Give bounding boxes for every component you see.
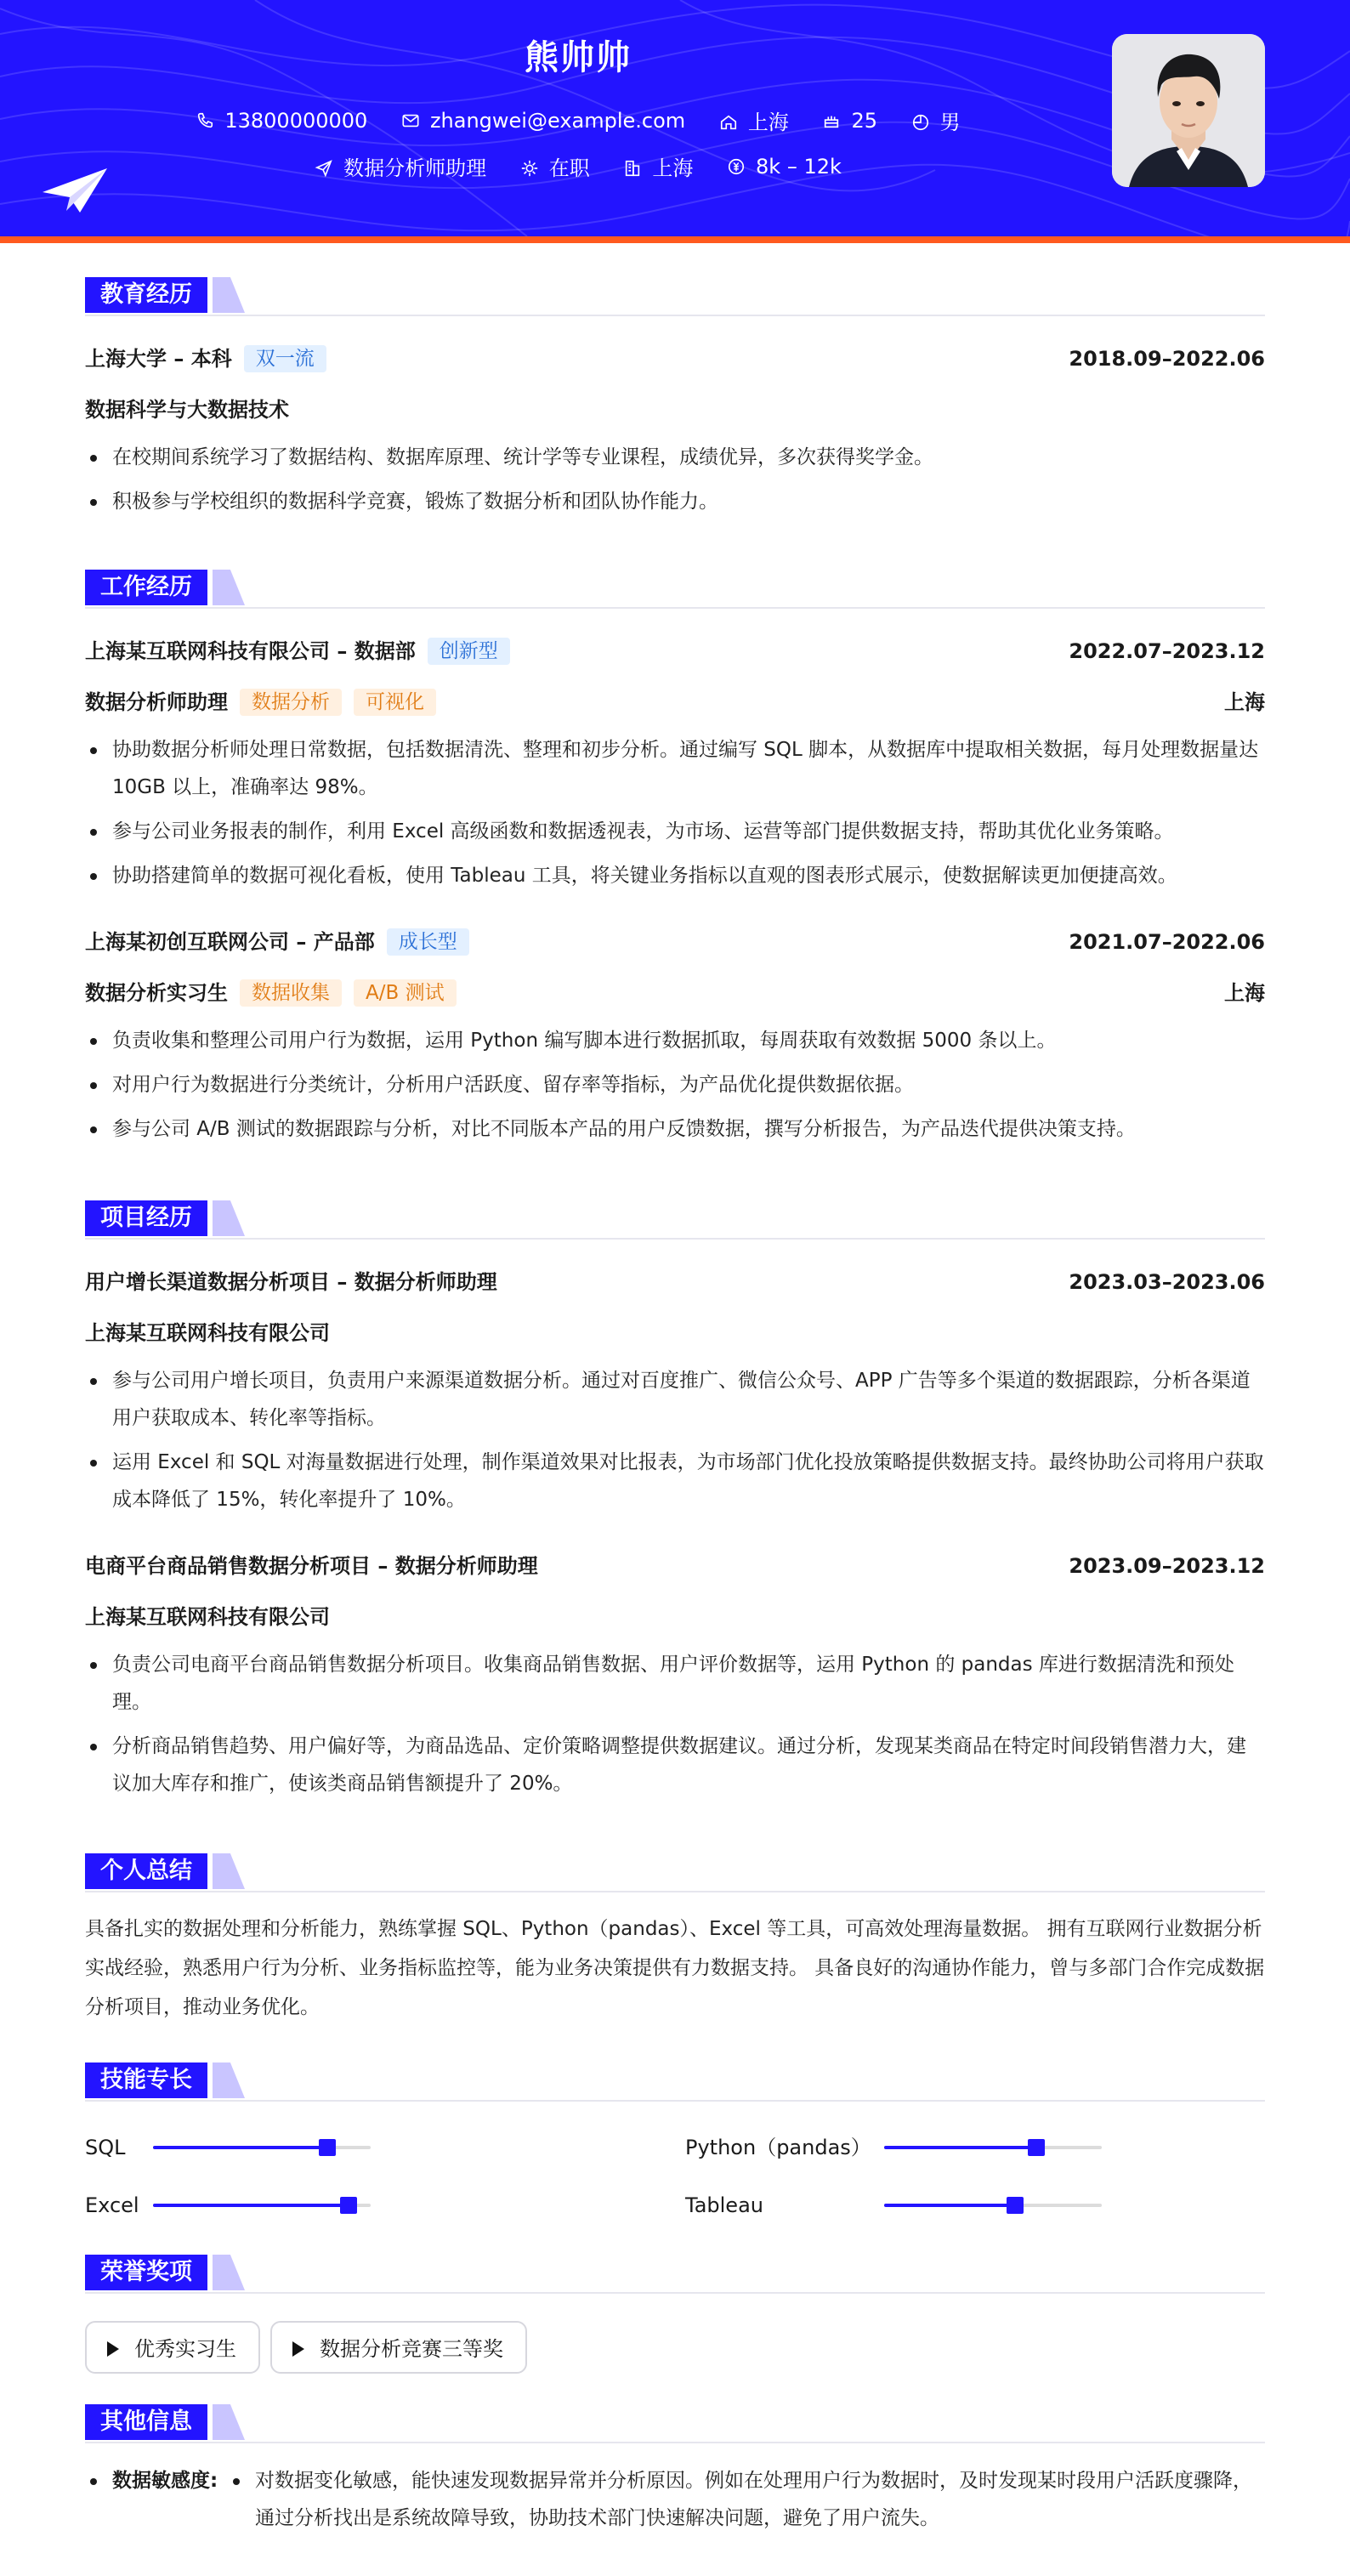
award-label: 数据分析竞赛三等奖	[320, 2337, 503, 2361]
job-role: 数据分析师助理	[85, 690, 228, 714]
education-date: 2018.09–2022.06	[1069, 347, 1265, 371]
list-item: 参与公司业务报表的制作，利用 Excel 高级函数和数据透视表，为市场、运营等部门提供数据支持，帮助其优化业务策略。	[85, 813, 1265, 850]
home-icon	[719, 113, 738, 132]
awards-list	[85, 2321, 1265, 2377]
skill-level-fill	[884, 2146, 1036, 2149]
section-title: 技能专长	[85, 2063, 207, 2098]
gender-text: 男	[939, 111, 961, 134]
role-tag: 数据收集	[240, 979, 342, 1007]
project-head	[85, 1551, 1265, 1581]
mail-icon	[401, 111, 420, 130]
company-tag: 成长型	[387, 928, 469, 956]
job-bullets	[85, 731, 1265, 894]
education-section	[85, 277, 1265, 520]
title-tail-decoration	[213, 1853, 245, 1889]
position-item	[315, 151, 486, 181]
skill-level-fill	[153, 2146, 327, 2149]
job-intent-row	[0, 151, 1156, 181]
skill-level-knob	[340, 2197, 357, 2214]
section-title-bar	[85, 2255, 1265, 2294]
project-name: 电商平台商品销售数据分析项目 – 数据分析师助理	[85, 1554, 538, 1578]
send-icon	[315, 159, 333, 178]
section-title-bar	[85, 1853, 1265, 1892]
title-tail-decoration	[213, 570, 245, 605]
list-item: 运用 Excel 和 SQL 对海量数据进行处理，制作渠道效果对比报表，为市场部门优化投放策略提供数据支持。最终协助公司将用户获取成本降低了 15%，转化率提升了 10%。	[85, 1444, 1265, 1518]
company-tag: 创新型	[428, 638, 510, 665]
skill-level-fill	[884, 2204, 1015, 2207]
title-tail-decoration	[213, 2255, 245, 2290]
awards-section	[85, 2255, 1265, 2382]
project-name: 用户增长渠道数据分析项目 – 数据分析师助理	[85, 1270, 497, 1294]
major-row	[85, 394, 1265, 425]
project-company: 上海某互联网科技有限公司	[85, 1321, 330, 1345]
skill-level-knob	[319, 2139, 336, 2156]
job-head	[85, 927, 1265, 957]
job-role-row	[85, 687, 1265, 718]
project-company-row	[85, 1318, 1265, 1348]
city-text: 上海	[652, 156, 694, 180]
phone-text: 13800000000	[224, 108, 368, 133]
section-title-bar	[85, 277, 1265, 316]
skill-track	[153, 2146, 371, 2149]
skill-sql	[85, 2131, 595, 2165]
age-item	[822, 109, 877, 133]
project-bullets	[85, 1646, 1265, 1802]
section-title-bar	[85, 1200, 1265, 1240]
candidate-name: 熊帅帅	[525, 38, 632, 77]
skill-level-fill	[153, 2204, 349, 2207]
skills-section	[85, 2063, 1265, 2217]
list-item: 对用户行为数据进行分类统计，分析用户活跃度、留存率等指标，为产品优化提供数据依据。	[85, 1066, 1265, 1104]
position-text: 数据分析师助理	[343, 156, 487, 180]
profile-photo	[1112, 34, 1265, 187]
major-name: 数据科学与大数据技术	[85, 398, 289, 422]
job-bullets	[85, 1022, 1265, 1148]
hometown-item	[719, 105, 789, 135]
skill-excel	[85, 2188, 595, 2222]
gender-icon	[911, 113, 930, 132]
building-icon	[623, 159, 642, 178]
project-date: 2023.03–2023.06	[1069, 1270, 1265, 1294]
job-location: 上海	[1224, 690, 1265, 714]
skill-name: SQL	[85, 2136, 126, 2159]
award-chip	[270, 2321, 527, 2374]
school-tag: 双一流	[244, 345, 326, 372]
list-item: 对数据变化敏感，能快速发现数据异常并分析原因。例如在处理用户行为数据时，及时发现某时段用户活跃度骤降，通过分析找出是系统故障导致，协助技术部门快速解决问题，避免了用户流失。	[228, 2462, 1265, 2537]
list-item: 协助搭建简单的数据可视化看板，使用 Tableau 工具，将关键业务指标以直观的图表形式展示，使数据解读更加便捷高效。	[85, 857, 1265, 894]
email-item	[401, 109, 685, 133]
company-name: 上海某互联网科技有限公司 – 数据部	[85, 639, 416, 663]
skill-name: Python（pandas）	[685, 2136, 871, 2159]
salary-text: 8k – 12k	[756, 154, 842, 179]
job-date: 2021.07–2022.06	[1069, 930, 1265, 954]
list-item: 参与公司用户增长项目，负责用户来源渠道数据分析。通过对百度推广、微信公众号、APP 广告等多个渠道的数据跟踪，分析各渠道用户获取成本、转化率等指标。	[85, 1362, 1265, 1437]
project-company-row	[85, 1602, 1265, 1632]
section-title-bar	[85, 570, 1265, 609]
other-label: 数据敏感度:	[112, 2470, 218, 2492]
award-chip	[85, 2321, 260, 2374]
gender-item	[911, 105, 961, 135]
list-item: 积极参与学校组织的数据科学竞赛，锻炼了数据分析和团队协作能力。	[85, 483, 1265, 520]
skill-name: Excel	[85, 2193, 139, 2217]
section-title: 其他信息	[85, 2404, 207, 2440]
skill-level-knob	[1028, 2139, 1045, 2156]
phone-icon	[196, 111, 214, 130]
resume-header	[0, 0, 1350, 236]
title-tail-decoration	[213, 1200, 245, 1236]
section-title: 个人总结	[85, 1853, 207, 1889]
role-tag: A/B 测试	[354, 979, 457, 1007]
header-accent-line	[0, 236, 1350, 243]
phone-item	[196, 109, 367, 133]
skill-python	[685, 2131, 1263, 2165]
job-role: 数据分析实习生	[85, 981, 228, 1005]
summary-text: 具备扎实的数据处理和分析能力，熟练掌握 SQL、Python（pandas）、Excel 等工具，可高效处理海量数据。 拥有互联网行业数据分析实战经验，熟悉用户行为分析、业务指标监控等，能为业务决策提供有力数据支持。 具备良好的沟通协作能力，曾与多部门合作完成数据分析项目，推动业务优化。	[85, 1918, 1265, 2018]
list-item: 负责公司电商平台商品销售数据分析项目。收集商品销售数据、用户评价数据等，运用 Python 的 pandas 库进行数据清洗和预处理。	[85, 1646, 1265, 1721]
title-tail-decoration	[213, 2404, 245, 2440]
list-item: 在校期间系统学习了数据结构、数据库原理、统计学等专业课程，成绩优异，多次获得奖学金。	[85, 439, 1265, 476]
skill-name: Tableau	[685, 2193, 763, 2217]
list-item: 负责收集和整理公司用户行为数据，运用 Python 编写脚本进行数据抓取，每周获取有效数据 5000 条以上。	[85, 1022, 1265, 1059]
job-head	[85, 636, 1265, 667]
section-title-bar	[85, 2404, 1265, 2443]
job-location: 上海	[1224, 981, 1265, 1005]
list-item: 协助数据分析师处理日常数据，包括数据清洗、整理和初步分析。通过编写 SQL 脚本，从数据库中提取相关数据，每月处理数据量达 10GB 以上，准确率达 98%。	[85, 731, 1265, 806]
avatar-portrait	[1112, 34, 1265, 187]
award-label: 优秀实习生	[134, 2337, 236, 2361]
other-section	[85, 2404, 1265, 2547]
list-item: 参与公司 A/B 测试的数据跟踪与分析，对比不同版本产品的用户反馈数据，撰写分析报告，为产品迭代提供决策支持。	[85, 1110, 1265, 1148]
play-triangle-icon	[292, 2341, 304, 2357]
education-bullets	[85, 439, 1265, 520]
section-title: 工作经历	[85, 570, 207, 605]
skill-tableau	[685, 2188, 1263, 2222]
money-icon	[727, 157, 746, 176]
education-entry-head	[85, 343, 1265, 374]
projects-section	[85, 1200, 1265, 1802]
city-item	[623, 151, 693, 181]
project-head	[85, 1267, 1265, 1297]
project-company: 上海某互联网科技有限公司	[85, 1605, 330, 1629]
skill-track	[884, 2204, 1102, 2207]
section-title: 项目经历	[85, 1200, 207, 1236]
job-role-row	[85, 978, 1265, 1008]
salary-item	[727, 155, 842, 179]
title-tail-decoration	[213, 277, 245, 313]
list-item: 分析商品销售趋势、用户偏好等，为商品选品、定价策略调整提供数据建议。通过分析，发现某类商品在特定时间段销售潜力大，建议加大库存和推广，使该类商品销售额提升了 20%。	[85, 1728, 1265, 1802]
role-tag: 可视化	[354, 689, 436, 716]
project-date: 2023.09–2023.12	[1069, 1554, 1265, 1578]
company-name: 上海某初创互联网公司 – 产品部	[85, 930, 375, 954]
section-title: 教育经历	[85, 277, 207, 313]
section-title-bar	[85, 2063, 1265, 2102]
role-tag: 数据分析	[240, 689, 342, 716]
work-section	[85, 570, 1265, 1148]
title-tail-decoration	[213, 2063, 245, 2098]
section-title: 荣誉奖项	[85, 2255, 207, 2290]
contact-row	[0, 105, 1156, 135]
age-text: 25	[851, 108, 877, 133]
job-date: 2022.07–2023.12	[1069, 639, 1265, 663]
other-bullets	[228, 2462, 1265, 2537]
hometown-text: 上海	[747, 111, 789, 134]
cake-icon	[822, 111, 841, 130]
other-item	[85, 2462, 1265, 2547]
email-text: zhangwei@example.com	[429, 108, 686, 133]
skill-track	[153, 2204, 371, 2207]
project-bullets	[85, 1362, 1265, 1518]
bullet-dot	[90, 2478, 97, 2485]
status-item	[520, 151, 590, 181]
play-triangle-icon	[107, 2341, 119, 2357]
skill-track	[884, 2146, 1102, 2149]
paper-plane-icon	[41, 167, 109, 214]
skill-level-knob	[1007, 2197, 1024, 2214]
summary-section	[85, 1853, 1265, 2027]
gear-icon	[520, 159, 539, 178]
school-name: 上海大学 – 本科	[85, 347, 232, 371]
status-text: 在职	[548, 156, 590, 180]
